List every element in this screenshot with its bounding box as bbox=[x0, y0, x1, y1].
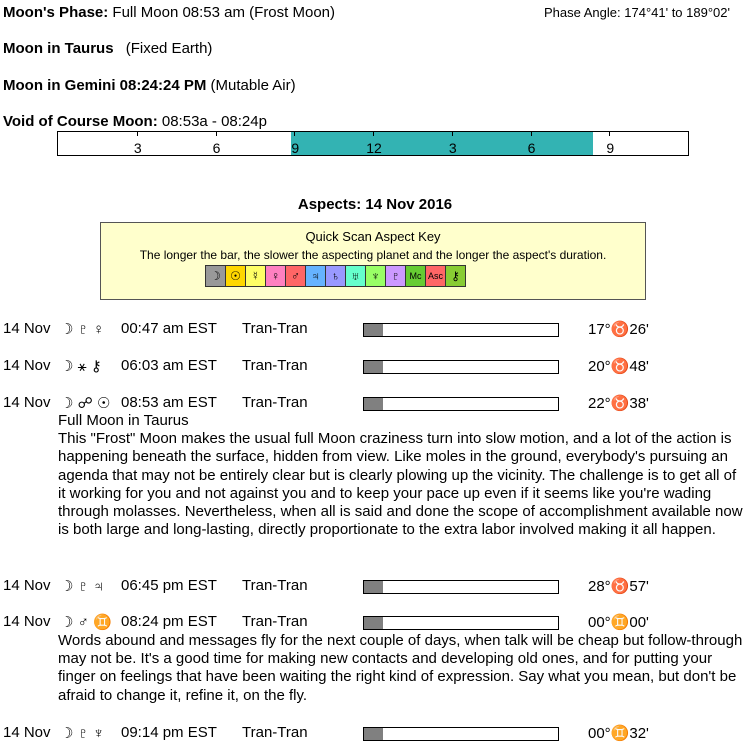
aspect-type: Tran-Tran bbox=[242, 357, 308, 374]
aspect-row bbox=[3, 394, 743, 414]
phase-angle-label: Phase Angle: bbox=[544, 5, 621, 20]
key-glyph-icon: ♇ bbox=[386, 266, 406, 286]
aspect-time: 06:03 am EST bbox=[121, 357, 217, 374]
timeline-tick-label: 6 bbox=[527, 140, 536, 156]
aspect-time: 09:14 pm EST bbox=[121, 724, 217, 741]
aspect-duration-bar bbox=[363, 580, 559, 594]
aspect-date: 14 Nov bbox=[3, 357, 51, 374]
aspect-position: 20°♉48' bbox=[588, 358, 649, 375]
key-glyph-icon: ☉ bbox=[226, 266, 246, 286]
aspect-type: Tran-Tran bbox=[242, 577, 308, 594]
aspect-position: 00°♊00' bbox=[588, 614, 649, 631]
aspect-position: 22°♉38' bbox=[588, 395, 649, 412]
aspect-time: 08:53 am EST bbox=[121, 394, 217, 411]
aspect-glyphs: ☽ ♂ ♊ bbox=[60, 614, 112, 631]
moon-taurus-line bbox=[3, 40, 212, 57]
aspect-time: 08:24 pm EST bbox=[121, 613, 217, 630]
timeline-tick bbox=[294, 132, 295, 136]
aspect-time: 06:45 pm EST bbox=[121, 577, 217, 594]
timeline-tick-label: 9 bbox=[606, 140, 615, 156]
key-glyph-icon: ⚷ bbox=[446, 266, 465, 286]
aspect-type: Tran-Tran bbox=[242, 724, 308, 741]
key-glyph-icon: Mc bbox=[406, 266, 426, 286]
key-glyph-icon: ♅ bbox=[346, 266, 366, 286]
aspect-date: 14 Nov bbox=[3, 320, 51, 337]
aspect-date: 14 Nov bbox=[3, 394, 51, 411]
key-glyph-icon: ♄ bbox=[326, 266, 346, 286]
aspect-description-text: Words abound and messages fly for the next couple of days, when talk will be cheap but follow-through may not be. It's a good time for making new contacts and developing old ones, and for putting your finger on feelings that have been waiting the right kind of expression. Say what you mean, but don't be afraid to change it, refine it, on the fly. bbox=[58, 632, 743, 704]
void-of-course-timeline bbox=[57, 131, 689, 156]
aspect-duration-bar bbox=[363, 727, 559, 741]
aspect-duration-bar bbox=[363, 323, 559, 337]
aspect-description bbox=[58, 632, 744, 705]
aspect-glyphs: ☽ ♇ ♃ bbox=[60, 578, 105, 595]
aspect-duration-bar bbox=[363, 397, 559, 411]
aspect-type: Tran-Tran bbox=[242, 394, 308, 411]
key-glyph-icon: ♂ bbox=[286, 266, 306, 286]
timeline-tick bbox=[531, 132, 532, 136]
key-glyph-icon: ♆ bbox=[366, 266, 386, 286]
key-glyph-icon: ☿ bbox=[246, 266, 266, 286]
aspect-key-glyphs bbox=[205, 265, 466, 287]
timeline-tick bbox=[137, 132, 138, 136]
timeline-tick-label: 6 bbox=[212, 140, 221, 156]
moon-gemini-label: Moon in Gemini 08:24:24 PM bbox=[3, 77, 207, 94]
void-of-course-fill bbox=[291, 132, 593, 155]
timeline-tick-label: 3 bbox=[448, 140, 457, 156]
aspect-duration-fill bbox=[364, 617, 383, 629]
aspect-glyphs: ☽ ⚹ ⚷ bbox=[60, 358, 102, 375]
moon-taurus-label: Moon in Taurus bbox=[3, 40, 114, 57]
moon-phase-line bbox=[3, 4, 335, 21]
moon-gemini-value: (Mutable Air) bbox=[210, 77, 296, 94]
aspect-position: 00°♊32' bbox=[588, 725, 649, 742]
voc-label: Void of Course Moon: bbox=[3, 113, 158, 130]
aspect-row bbox=[3, 357, 743, 377]
moon-gemini-line bbox=[3, 77, 296, 94]
void-of-course-line bbox=[3, 113, 267, 130]
aspects-title: Aspects: 14 Nov 2016 bbox=[297, 196, 453, 213]
aspect-key-title: Quick Scan Aspect Key bbox=[305, 229, 441, 244]
timeline-tick bbox=[609, 132, 610, 136]
moon-phase-value: Full Moon 08:53 am (Frost Moon) bbox=[112, 4, 336, 21]
aspect-position: 28°♉57' bbox=[588, 578, 649, 595]
voc-value: 08:53a - 08:24p bbox=[161, 113, 267, 130]
aspect-duration-fill bbox=[364, 728, 383, 740]
aspect-row bbox=[3, 724, 743, 744]
timeline-tick bbox=[452, 132, 453, 136]
aspect-duration-fill bbox=[364, 361, 383, 373]
timeline-tick bbox=[373, 132, 374, 136]
aspect-date: 14 Nov bbox=[3, 577, 51, 594]
aspect-row bbox=[3, 577, 743, 597]
aspect-type: Tran-Tran bbox=[242, 613, 308, 630]
aspect-description-title: Full Moon in Taurus bbox=[58, 412, 189, 429]
aspect-glyphs: ☽ ☍ ☉ bbox=[60, 395, 111, 412]
moon-taurus-value: (Fixed Earth) bbox=[125, 40, 213, 57]
aspect-key-box bbox=[100, 222, 646, 300]
aspect-row bbox=[3, 320, 743, 340]
aspect-duration-bar bbox=[363, 616, 559, 630]
key-glyph-icon: ♃ bbox=[306, 266, 326, 286]
moon-phase-label: Moon's Phase: bbox=[3, 4, 109, 21]
key-glyph-icon: Asc bbox=[426, 266, 446, 286]
aspect-duration-fill bbox=[364, 398, 383, 410]
aspect-glyphs: ☽ ♇ ♀ bbox=[60, 321, 105, 338]
aspect-description bbox=[58, 412, 744, 539]
aspect-duration-fill bbox=[364, 324, 383, 336]
aspect-key-subtitle: The longer the bar, the slower the aspecting planet and the longer the aspect's duration. bbox=[139, 248, 607, 262]
key-glyph-icon: ☽ bbox=[206, 266, 226, 286]
timeline-tick-label: 9 bbox=[291, 140, 300, 156]
aspect-duration-bar bbox=[363, 360, 559, 374]
aspect-duration-fill bbox=[364, 581, 383, 593]
aspect-date: 14 Nov bbox=[3, 724, 51, 741]
aspect-glyphs: ☽ ♇ ♆ bbox=[60, 725, 105, 742]
timeline-tick-label: 12 bbox=[366, 140, 382, 156]
timeline-tick-label: 3 bbox=[133, 140, 142, 156]
phase-angle-value: 174°41' to 189°02' bbox=[624, 5, 730, 20]
aspect-date: 14 Nov bbox=[3, 613, 51, 630]
aspect-type: Tran-Tran bbox=[242, 320, 308, 337]
key-glyph-icon: ♀ bbox=[266, 266, 286, 286]
aspect-description-text: This "Frost" Moon makes the usual full Moon craziness turn into slow motion, and a lot of the action is happening beneath the surface, hidden from view. Like moles in the ground, everybody's pursuing an agenda that may not be entirely clear but is clearly plowing up the vicinity. The challenge is to get all of it working for you and not against you and to keep your pace up even if it seems like you're wading through molasses. Nevertheless, when all is said and done the scope of accomplishment available now is both large and long-lasting, directly proportionate to the extra labor involved making it all happen. bbox=[58, 430, 743, 539]
aspect-position: 17°♉26' bbox=[588, 321, 649, 338]
phase-angle bbox=[544, 5, 730, 20]
aspect-time: 00:47 am EST bbox=[121, 320, 217, 337]
aspect-row bbox=[3, 613, 743, 633]
timeline-tick bbox=[216, 132, 217, 136]
